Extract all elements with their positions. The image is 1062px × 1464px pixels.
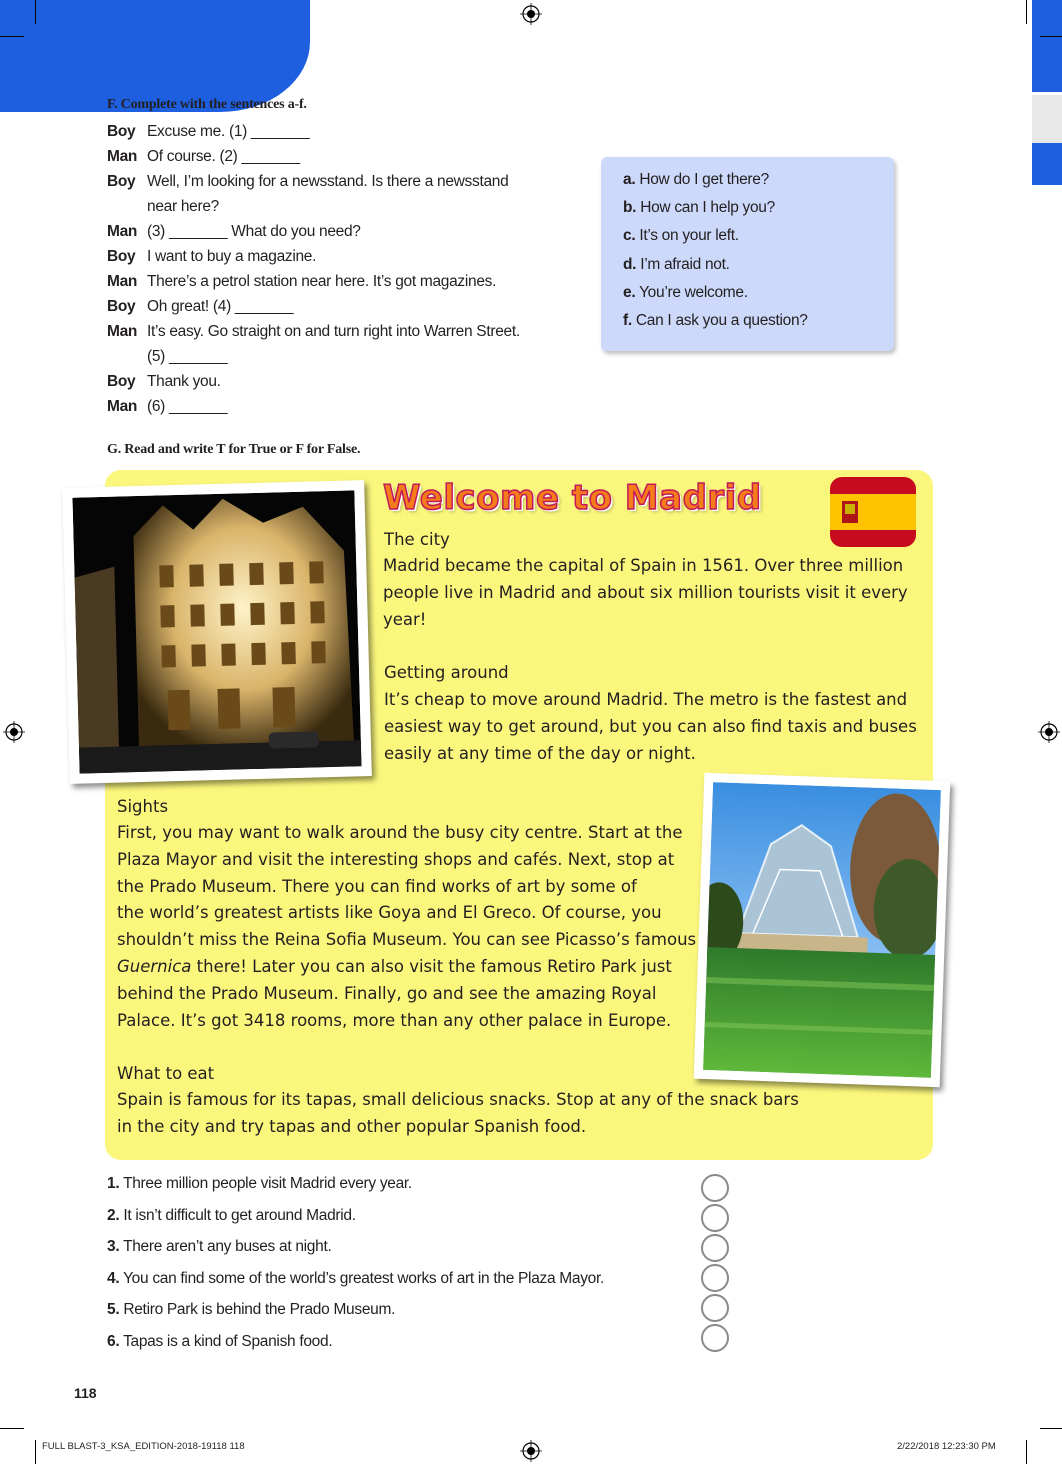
option-text: It’s on your left. — [639, 227, 739, 244]
option-letter: b. — [623, 199, 637, 216]
question-item — [107, 1175, 412, 1193]
option-item — [623, 256, 730, 274]
speaker-label: Man — [107, 148, 138, 165]
registration-mark-icon — [3, 721, 25, 743]
option-item — [623, 227, 739, 245]
dialogue-text: I want to buy a magazine. — [147, 248, 317, 265]
speaker-label: Boy — [107, 373, 136, 390]
dialogue-text: near here? — [147, 198, 219, 215]
text-line: Palace. It’s got 3418 rooms, more than any other palace in Europe. — [117, 1010, 672, 1030]
option-item — [623, 199, 775, 217]
speaker-label: Man — [107, 273, 138, 290]
answer-circle[interactable] — [701, 1204, 729, 1232]
registration-mark-icon — [1, 0, 23, 22]
question-item — [107, 1270, 604, 1288]
speaker-label: Boy — [107, 298, 136, 315]
option-text: You’re welcome. — [639, 284, 748, 301]
dialogue-text: Excuse me. (1) _______ — [147, 123, 310, 140]
dialogue-text: (6) _______ — [147, 398, 228, 415]
registration-mark-icon — [1038, 721, 1060, 743]
text-line: the world’s greatest artists like Goya and El Greco. Of course, you — [117, 903, 662, 923]
question-item — [107, 1207, 356, 1225]
answer-circle[interactable] — [701, 1294, 729, 1322]
paragraph-sights — [117, 820, 696, 1034]
answer-circle[interactable] — [701, 1324, 729, 1352]
edge-tab-gap — [1032, 95, 1062, 143]
question-text: Retiro Park is behind the Prado Museum. — [123, 1301, 396, 1318]
option-text: How can I help you? — [640, 199, 775, 216]
answer-circle[interactable] — [701, 1234, 729, 1262]
option-text: I’m afraid not. — [640, 256, 730, 273]
question-text: Tapas is a kind of Spanish food. — [123, 1333, 333, 1350]
option-item — [623, 312, 808, 330]
dialogue-text: There’s a petrol station near here. It’s got magazines. — [147, 273, 497, 290]
option-text: How do I get there? — [639, 171, 769, 188]
question-text: You can find some of the world’s greatest works of art in the Plaza Mayor. — [123, 1270, 605, 1287]
speaker-label: Man — [107, 223, 138, 240]
footer-timestamp: 2/22/2018 12:23:30 PM — [897, 1441, 996, 1452]
photo-building-night — [62, 480, 372, 784]
dialogue-text: It’s easy. Go straight on and turn right into Warren Street. — [147, 323, 520, 340]
dialogue-text: Oh great! (4) _______ — [147, 298, 294, 315]
dialogue-text: Of course. (2) _______ — [147, 148, 300, 165]
heading-the-city: The city — [384, 530, 450, 549]
text-line: people live in Madrid and about six million tourists visit it every — [383, 582, 908, 602]
building-image — [72, 490, 361, 773]
crop-mark — [0, 36, 24, 37]
photo-crystal-palace — [694, 773, 951, 1087]
speaker-label: Boy — [107, 173, 136, 190]
text-line: shouldn’t miss the Reina Sofia Museum. You can see Picasso’s famous — [117, 930, 697, 950]
speaker-label: Boy — [107, 248, 136, 265]
crop-mark — [1040, 36, 1062, 37]
text-line: in the city and try tapas and other popular Spanish food. — [117, 1116, 587, 1136]
edge-tab-decoration — [1032, 0, 1062, 92]
dialogue-text: (3) _______ What do you need? — [147, 223, 361, 240]
text-line: Spain is famous for its tapas, small delicious snacks. Stop at any of the snack bars — [117, 1090, 799, 1109]
text-line: First, you may want to walk around the busy city centre. Start at the — [117, 823, 683, 842]
page-number: 118 — [74, 1385, 97, 1401]
answer-circle[interactable] — [701, 1174, 729, 1202]
registration-mark-icon — [520, 3, 542, 25]
text-fragment: there! Later you can also visit the famous Retiro Park just — [191, 956, 672, 976]
crop-mark — [35, 1440, 36, 1464]
corner-tab-decoration — [0, 0, 310, 112]
question-text: There aren’t any buses at night. — [123, 1238, 332, 1255]
dialogue-text: Thank you. — [147, 373, 221, 390]
text-line: easiest way to get around, but you can also find taxis and buses — [384, 716, 917, 736]
heading-getting-around: Getting around — [384, 663, 509, 682]
question-number: 3. — [107, 1238, 120, 1255]
text-line: easily at any time of the day or night. — [384, 743, 696, 763]
article-title: Welcome to Madrid — [383, 478, 762, 518]
speaker-label: Man — [107, 398, 138, 415]
option-text: Can I ask you a question? — [635, 312, 808, 329]
question-text: Three million people visit Madrid every year. — [123, 1175, 412, 1192]
dialogue-text: (5) _______ — [147, 348, 228, 365]
speaker-label: Man — [107, 323, 138, 340]
crop-mark — [1040, 1428, 1062, 1429]
question-item — [107, 1301, 395, 1319]
text-line: year! — [383, 609, 427, 629]
option-letter: e. — [623, 284, 636, 301]
question-text: It isn’t difficult to get around Madrid. — [123, 1207, 356, 1224]
text-line: It’s cheap to move around Madrid. The metro is the fastest and — [384, 690, 908, 709]
paragraph-getting-around — [384, 687, 917, 767]
paragraph-the-city — [383, 553, 908, 633]
question-number: 4. — [107, 1270, 120, 1287]
heading-what-to-eat: What to eat — [117, 1064, 215, 1083]
text-line: Madrid became the capital of Spain in 1561. Over three million — [383, 556, 904, 575]
section-g-heading: G. Read and write T for True or F for False. — [107, 442, 361, 457]
option-letter: d. — [623, 256, 637, 273]
crop-mark — [35, 0, 36, 24]
text-line: behind the Prado Museum. Finally, go and see the amazing Royal — [117, 983, 657, 1003]
option-item — [623, 284, 748, 302]
heading-sights: Sights — [117, 797, 169, 816]
question-number: 1. — [107, 1175, 120, 1192]
answer-circle[interactable] — [701, 1264, 729, 1292]
question-item — [107, 1333, 332, 1351]
option-letter: a. — [623, 171, 636, 188]
footer-file-info: FULL BLAST-3_KSA_EDITION-2018-19118 118 — [42, 1441, 245, 1452]
question-number: 6. — [107, 1333, 120, 1350]
question-number: 2. — [107, 1207, 120, 1224]
option-item — [623, 171, 769, 189]
paragraph-what-to-eat — [117, 1087, 799, 1141]
dialogue-text: Well, I’m looking for a newsstand. Is there a newsstand — [147, 173, 509, 190]
text-line: Plaza Mayor and visit the interesting shops and cafés. Next, stop at — [117, 849, 675, 869]
edge-tab-decoration-lower — [1032, 143, 1062, 185]
question-number: 5. — [107, 1301, 120, 1318]
italic-title-guernica: Guernica — [117, 956, 192, 976]
section-f-heading: F. Complete with the sentences a-f. — [107, 97, 307, 112]
options-box — [601, 157, 894, 351]
registration-mark-icon — [520, 1440, 542, 1462]
crop-mark — [0, 1428, 24, 1429]
crop-mark — [1026, 0, 1027, 24]
option-letter: f. — [623, 312, 632, 329]
spain-flag-icon — [830, 477, 916, 547]
speaker-label: Boy — [107, 123, 136, 140]
option-letter: c. — [623, 227, 636, 244]
palace-image — [703, 782, 941, 1078]
crop-mark — [1026, 1440, 1027, 1464]
question-item — [107, 1238, 331, 1256]
text-line: the Prado Museum. There you can find works of art by some of — [117, 876, 637, 896]
text-line — [117, 954, 696, 981]
